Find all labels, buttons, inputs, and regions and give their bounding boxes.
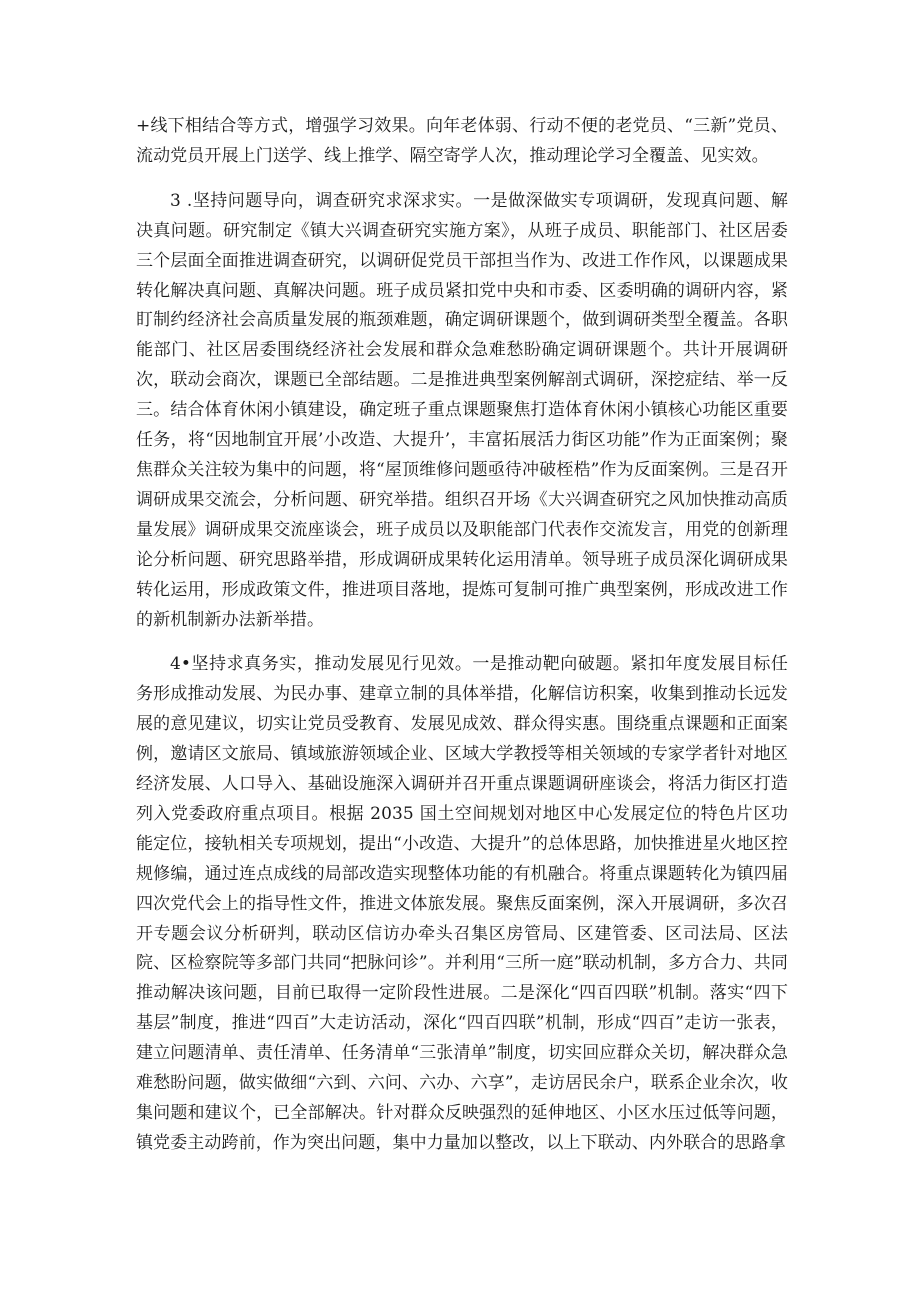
paragraph-section-3: 3 .坚持问题导向，调查研究求深求实。一是做深做实专项调研，发现真问题、解决真问题。研究制定《镇大兴调查研究实施方案》，从班子成员、职能部门、社区居委三个层面全面推进调查研究，以调研促党员干部担当作为、改进工作作风，以课题成果转化解决真问题、真解决问题。班子成员紧扣党中央和市委、区委明确的调研内容，紧盯制约经济社会高质量发展的瓶颈难题，确定调研课题个，做到调研类型全覆盖。各职能部门、社区居委围绕经济社会发展和群众急难愁盼确定调研课题个。共计开展调研次，联动会商次，课题已全部结题。二是推进典型案例解剖式调研，深挖症结、举一反三。结合体育休闲小镇建设，确定班子重点课题聚焦打造体育休闲小镇核心功能区重要任务，将“因地制宜开展’小改造、大提升’，丰富拓展活力街区功能”作为正面案例；聚焦群众关注较为集中的问题，将“屋顶维修问题亟待冲破桎梏”作为反面案例。三是召开调研成果交流会，分析问题、研究举措。组织召开场《大兴调查研究之风加快推动高质量发展》调研成果交流座谈会，班子成员以及职能部门代表作交流发言，用党的创新理论分析问题、研究思路举措，形成调研成果转化运用清单。领导班子成员深化调研成果转化运用，形成政策文件，推进项目落地，提炼可复制可推广典型案例，形成改进工作的新机制新办法新举措。	[136, 190, 788, 630]
paragraph-section-4: 4•坚持求真务实，推动发展见行见效。一是推动靶向破题。紧扣年度发展目标任务形成推动发展、为民办事、建章立制的具体举措，化解信访积案，收集到推动长远发展的意见建议，切实让党员受教育、发展见成效、群众得实惠。围绕重点课题和正面案例，邀请区文旅局、镇域旅游领域企业、区域大学教授等相关领域的专家学者针对地区经济发展、人口导入、基础设施深入调研并召开重点课题调研座谈会，将活力街区打造列入党委政府重点项目。根据 2035 国土空间规划对地区中心发展定位的特色片区功能定位，接轨相关专项规划，提出“小改造、大提升”的总体思路，加快推进星火地区控规修编，通过连点成线的局部改造实现整体功能的有机融合。将重点课题转化为镇四届四次党代会上的指导性文件，推进文体旅发展。聚焦反面案例，深入开展调研，多次召开专题会议分析研判，联动区信访办牵头召集区房管局、区建管委、区司法局、区法院、区检察院等多部门共同“把脉问诊”。并利用“三所一庭”联动机制，多方合力、共同推动解决该问题，目前已取得一定阶段性进展。二是深化“四百四联”机制。落实“四下基层”制度，推进“四百”大走访活动，深化“四百四联”机制，形成“四百”走访一张表，建立问题清单、责任清单、任务清单“三张清单”制度，切实回应群众关切，解决群众急难愁盼问题，做实做细“六到、六问、六办、六享”，走访居民余户，联系企业余次，收集问题和建议个，已全部解决。针对群众反映强烈的延伸地区、小区水压过低等问题，镇党委主动跨前，作为突出问题，集中力量加以整改，以上下联动、内外联合的思路拿	[136, 654, 788, 1153]
paragraph-continuation: +线下相结合等方式，增强学习效果。向年老体弱、行动不便的老党员、“三新”党员、流动党员开展上门送学、线上推学、隔空寄学人次，推动理论学习全覆盖、见实效。	[136, 116, 788, 166]
document-body	[136, 112, 788, 1159]
